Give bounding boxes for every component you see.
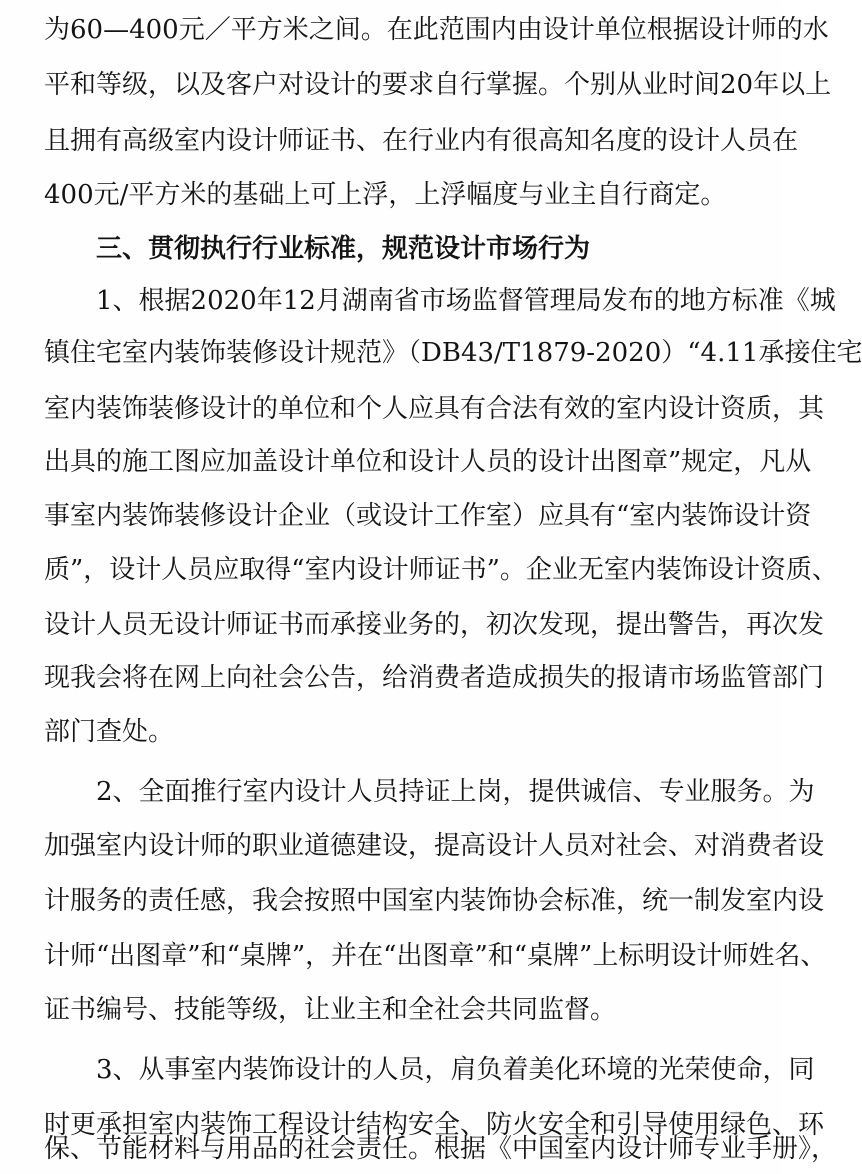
text-line: 400元/平方米的基础上可上浮，上浮幅度与业主自行商定。	[44, 180, 727, 210]
text-line: 现我会将在网上向社会公告，给消费者造成损失的报请市场监管部门	[44, 663, 825, 693]
text-line: 计师“出图章”和“桌牌”，并在“出图章”和“桌牌”上标明设计师姓名、	[44, 941, 827, 971]
text-line: 证书编号、技能等级，让业主和全社会共同监督。	[44, 995, 617, 1025]
text-line: 部门查处。	[44, 717, 175, 747]
text-line: 且拥有高级室内设计师证书、在行业内有很高知名度的设计人员在	[44, 126, 799, 156]
text-line: 加强室内设计师的职业道德建设，提高设计人员对社会、对消费者设	[44, 831, 825, 861]
text-line: 质”，设计人员应取得“室内设计师证书”。企业无室内装饰设计资质、	[44, 555, 838, 585]
text-line: 镇住宅室内装饰装修设计规范》（DB43/T1879-2020）“4.11承接住宅	[44, 338, 862, 368]
text-line: 计服务的责任感，我会按照中国室内装饰协会标准，统一制发室内设	[44, 886, 825, 916]
text-line: 时更承担室内装饰工程设计结构安全、防火安全和引导使用绿色、环	[44, 1110, 825, 1140]
text-line: 出具的施工图应加盖设计单位和设计人员的设计出图章”规定，凡从	[44, 447, 812, 477]
section-heading: 三、贯彻执行行业标准，规范设计市场行为	[96, 234, 591, 264]
text-line: 设计人员无设计师证书而承接业务的，初次发现，提出警告，再次发	[44, 610, 825, 640]
text-line: 1、根据2020年12月湖南省市场监督管理局发布的地方标准《城	[96, 286, 836, 316]
text-line: 为60—400元／平方米之间。在此范围内由设计单位根据设计师的水	[44, 15, 829, 45]
text-line: 事室内装饰装修设计企业（或设计工作室）应具有“室内装饰设计资	[44, 501, 812, 531]
text-line: 保、节能材料与用品的社会责任。根据《中国室内设计师专业手册》，	[44, 1134, 838, 1164]
text-line: 室内装饰装修设计的单位和个人应具有合法有效的室内设计资质，其	[44, 394, 825, 424]
text-line: 2、全面推行室内设计人员持证上岗，提供诚信、专业服务。为	[96, 777, 815, 807]
text-line: 平和等级，以及客户对设计的要求自行掌握。个别从业时间20年以上	[44, 70, 832, 100]
text-line: 3、从事室内装饰设计的人员，肩负着美化环境的光荣使命，同	[96, 1055, 815, 1085]
